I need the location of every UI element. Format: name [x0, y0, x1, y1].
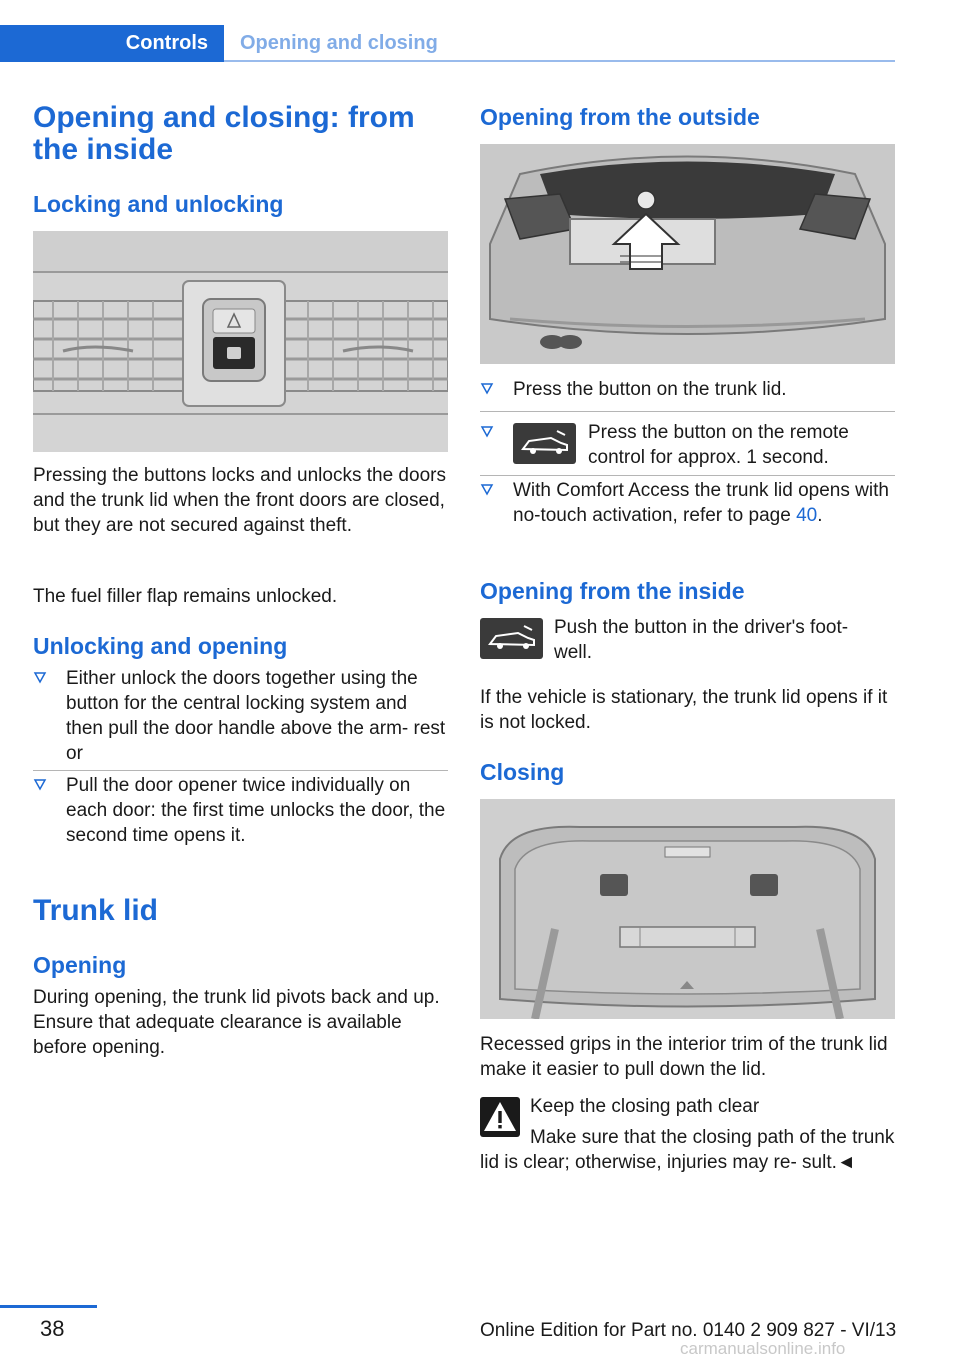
watermark: carmanualsonline.info — [680, 1339, 846, 1358]
paragraph-recessed-grips: Recessed grips in the interior trim of the trunk lid make it easier to pull down the lid. — [480, 1034, 888, 1080]
header-rule — [224, 60, 895, 62]
footer-rule — [0, 1305, 97, 1308]
paragraph-opening: During opening, the trunk lid pivots back and up. Ensure that adequate clearance is available before opening. — [33, 987, 440, 1058]
heading-locking-unlocking: Locking and unlocking — [33, 191, 284, 217]
heading-opening: Opening — [33, 952, 127, 978]
remote-trunk-button-icon — [513, 423, 576, 464]
list-item-unlock-together — [33, 666, 448, 766]
list-item-comfort-access — [480, 478, 895, 528]
heading-opening-inside: Opening from the inside — [480, 578, 745, 604]
divider — [33, 770, 448, 771]
paragraph-locking: Pressing the buttons locks and unlocks the doors and the trunk lid when the front doors are closed, but they are not secured against theft. — [33, 465, 446, 536]
heading-unlocking-opening: Unlocking and opening — [33, 633, 288, 659]
heading-opening-outside: Opening from the outside — [480, 104, 760, 130]
list-item-press-trunk-button — [480, 377, 895, 402]
bullet-triangle-icon — [480, 425, 494, 439]
figure-trunk-interior — [480, 799, 895, 1019]
bullet-text: Pull the door opener twice individually on each door: the first time unlocks the door, the second time opens it. — [66, 775, 446, 846]
list-item-door-opener — [33, 773, 448, 848]
paragraph-stationary: If the vehicle is stationary, the trunk lid opens if it is not locked. — [480, 687, 888, 733]
paragraph-footwell: Push the button in the driver's foot‐ well. — [554, 617, 849, 663]
heading-trunk-lid: Trunk lid — [33, 894, 159, 927]
footwell-trunk-button-icon — [480, 618, 543, 659]
bullet-text-pre: With Comfort Access the trunk lid opens with no-touch activation, refer to page — [513, 480, 889, 526]
page-link-40[interactable]: 40 — [796, 505, 818, 526]
figure-trunk-outside — [480, 144, 895, 364]
bullet-triangle-icon — [33, 778, 47, 792]
heading-opening-closing-inside: Opening and closing: from the inside — [33, 101, 415, 166]
trunk-outside-illustration — [480, 144, 895, 364]
header-tab-controls[interactable]: Controls — [0, 25, 224, 62]
bullet-text: Press the button on the trunk lid. — [513, 379, 787, 400]
divider — [480, 411, 895, 412]
bullet-triangle-icon — [33, 671, 47, 685]
heading-closing: Closing — [480, 759, 565, 785]
lock-buttons-illustration — [33, 231, 448, 452]
bullet-text — [513, 478, 895, 528]
warning-title: Keep the closing path clear — [530, 1096, 760, 1117]
page-header — [0, 25, 895, 62]
warning-body: Make sure that the closing path of the trunk lid is clear; otherwise, injuries may re‐ sult.◄ — [480, 1127, 895, 1173]
page-number: 38 — [40, 1316, 65, 1341]
paragraph-fuel-flap: The fuel filler flap remains unlocked. — [33, 586, 338, 607]
trunk-interior-illustration — [480, 799, 895, 1019]
header-tab-section[interactable]: Opening and closing — [240, 32, 438, 54]
bullet-text: Press the button on the remote control for approx. 1 second. — [588, 422, 849, 468]
footer-edition: Online Edition for Part no. 0140 2 909 827 - VI/13 — [480, 1320, 897, 1341]
bullet-text: Either unlock the doors together using the button for the central locking system and then pull the door handle above the arm‐ rest or — [66, 668, 446, 764]
divider — [480, 475, 895, 476]
figure-lock-buttons — [33, 231, 448, 452]
bullet-triangle-icon — [480, 483, 494, 497]
bullet-text-post: . — [817, 505, 823, 526]
bullet-triangle-icon — [480, 382, 494, 396]
